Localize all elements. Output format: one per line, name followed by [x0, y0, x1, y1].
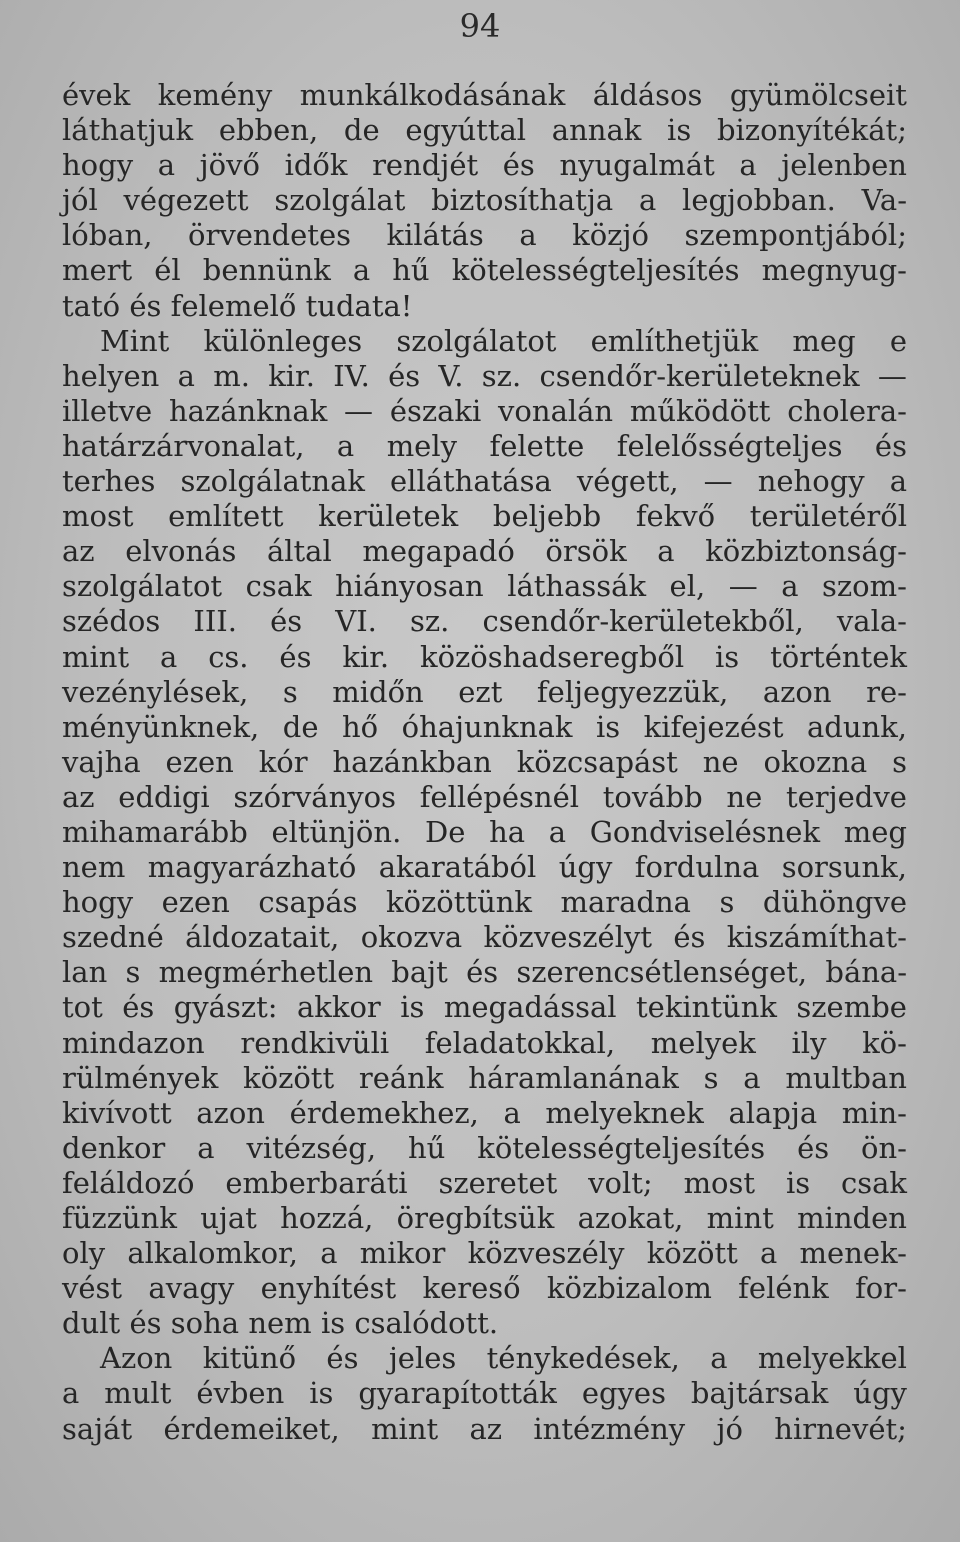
body-text — [62, 78, 907, 1447]
text-line: most említett kerületek beljebb fekvő területéről — [62, 499, 907, 534]
text-line: tató és felemelő tudata! — [62, 288, 413, 323]
text-line: hogy ezen csapás közöttünk maradna s dühöngve — [62, 885, 907, 920]
text-line: a mult évben is gyarapították egyes bajtársak úgy — [62, 1376, 907, 1411]
text-line: feláldozó emberbaráti szeretet volt; most is csak — [62, 1165, 907, 1200]
text-line: illetve hazánknak — északi vonalán működött cholera- — [62, 393, 907, 428]
text-line: Mint különleges szolgálatot említhetjük meg e — [100, 323, 907, 358]
text-line: jól végezett szolgálat biztosíthatja a legjobban. Va- — [62, 183, 907, 218]
text-line: lóban, örvendetes kilátás a közjó szempontjából; — [62, 218, 907, 253]
text-line: oly alkalomkor, a mikor közveszély között a menek- — [62, 1236, 907, 1271]
text-line: denkor a vitézség, hű kötelességteljesítés és ön- — [62, 1130, 907, 1165]
text-line: láthatjuk ebben, de egyúttal annak is bizonyítékát; — [62, 113, 907, 148]
text-line: terhes szolgálatnak elláthatása végett, — nehogy a — [62, 464, 907, 499]
text-line: vést avagy enyhítést kereső közbizalom felénk for- — [62, 1271, 907, 1306]
text-line: mert él bennünk a hű kötelességteljesítés megnyug- — [62, 253, 907, 288]
text-line: kivívott azon érdemekhez, a melyeknek alapja min- — [62, 1095, 907, 1130]
text-line: vezénylések, s midőn ezt feljegyezzük, azon re- — [62, 674, 907, 709]
text-line: mindazon rendkivüli feladatokkal, melyek ily kö- — [62, 1025, 907, 1060]
text-line: mihamarább eltünjön. De ha a Gondviselésnek meg — [62, 814, 907, 849]
text-line: dult és soha nem is csalódott. — [62, 1306, 499, 1341]
text-line: szedné áldozatait, okozva közveszélyt és kiszámíthat- — [62, 920, 907, 955]
text-line: az elvonás által megapadó örsök a közbiztonság- — [62, 534, 907, 569]
text-line: vajha ezen kór hazánkban közcsapást ne okozna s — [62, 744, 907, 779]
text-line: helyen a m. kir. IV. és V. sz. csendőr-kerületeknek — — [62, 358, 907, 393]
text-line: nem magyarázható akaratából úgy fordulna sorsunk, — [62, 850, 907, 885]
text-line: szolgálatot csak hiányosan láthassák el, — a szom- — [62, 569, 907, 604]
text-line: határzárvonalat, a mely felette felelősségteljes és — [62, 428, 907, 463]
text-line: Azon kitünő és jeles ténykedések, a melyekkel — [100, 1341, 907, 1376]
text-line: saját érdemeiket, mint az intézmény jó hirnevét; — [62, 1411, 907, 1446]
text-line: évek kemény munkálkodásának áldásos gyümölcseit — [62, 78, 907, 112]
text-line: lan s megmérhetlen bajt és szerencsétlenséget, bána- — [62, 955, 907, 990]
text-line: az eddigi szórványos fellépésnél tovább ne terjedve — [62, 779, 907, 814]
text-line: mint a cs. és kir. közöshadseregből is történtek — [62, 639, 907, 674]
text-line: füzzünk ujat hozzá, öregbítsük azokat, mint minden — [62, 1201, 907, 1235]
text-line: ményünknek, de hő óhajunknak is kifejezést adunk, — [62, 709, 907, 744]
text-line: hogy a jövő idők rendjét és nyugalmát a jelenben — [62, 148, 907, 183]
page-number: 94 — [459, 7, 501, 45]
text-line: szédos III. és VI. sz. csendőr-kerületekből, vala- — [62, 604, 907, 639]
text-line: tot és gyászt: akkor is megadással tekintünk szembe — [62, 990, 907, 1025]
text-line: rülmények között reánk háramlanának s a multban — [62, 1060, 907, 1095]
